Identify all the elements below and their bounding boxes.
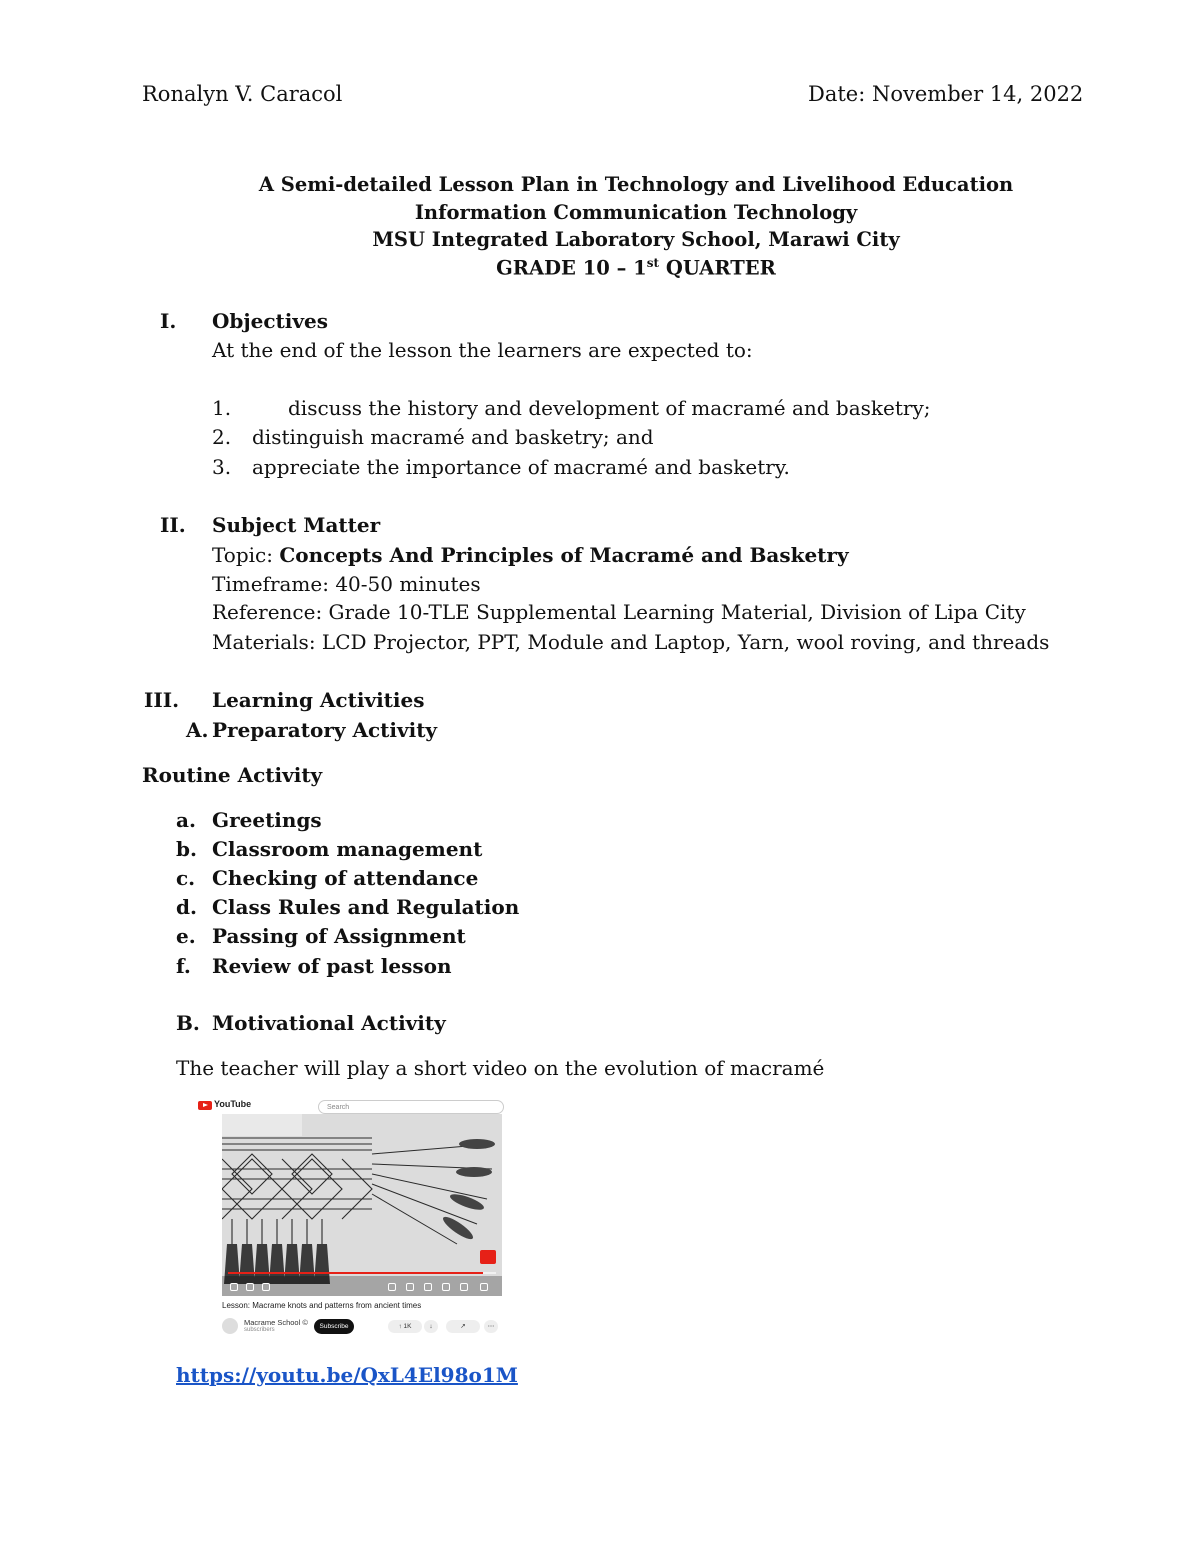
routine-item: Class Rules and Regulation (212, 895, 520, 919)
reference: Reference: Grade 10-TLE Supplemental Learning Material, Division of Lipa City (212, 600, 1026, 624)
prep-letter: A. (186, 718, 209, 742)
video-title: Lesson: Macrame knots and patterns from ancient times (222, 1301, 422, 1310)
objective-number: 3. (212, 455, 232, 479)
motivation-heading: Motivational Activity (212, 1011, 446, 1035)
motivation-letter: B. (176, 1011, 200, 1035)
routine-item: Classroom management (212, 837, 483, 861)
title-line-3: MSU Integrated Laboratory School, Marawi City (372, 228, 900, 251)
section-numeral-objectives: I. (160, 309, 177, 333)
theater-icon[interactable] (460, 1283, 468, 1291)
title-line-2: Information Communication Technology (414, 201, 858, 224)
next-icon[interactable] (246, 1283, 254, 1291)
video-thumbnail[interactable] (176, 1094, 512, 1344)
thumbs-up-icon: ↑ (398, 1323, 402, 1330)
title-line-4 (0, 256, 1200, 280)
youtube-search-input[interactable]: Search (318, 1100, 504, 1114)
routine-item: Passing of Assignment (212, 924, 466, 948)
like-button[interactable] (388, 1320, 422, 1333)
dislike-icon[interactable]: ↓ (424, 1320, 438, 1333)
timeframe: Timeframe: 40-50 minutes (212, 572, 481, 596)
autoplay-icon[interactable] (388, 1283, 396, 1291)
settings-icon[interactable] (424, 1283, 432, 1291)
objective-number: 1. (212, 396, 232, 420)
objectives-intro: At the end of the lesson the learners are expected to: (212, 338, 753, 362)
topic-label: Topic: (212, 543, 280, 567)
topic-value: Concepts And Principles of Macramé and Basketry (279, 543, 849, 567)
routine-item: Review of past lesson (212, 954, 452, 978)
objective-item: appreciate the importance of macramé and basketry. (252, 455, 790, 479)
video-player[interactable] (222, 1114, 502, 1296)
author-name: Ronalyn V. Caracol (142, 82, 343, 106)
materials: Materials: LCD Projector, PPT, Module and Laptop, Yarn, wool roving, and threads (212, 630, 1050, 654)
objective-item: discuss the history and development of macramé and basketry; (288, 396, 931, 420)
document-date: Date: November 14, 2022 (808, 82, 1084, 106)
quarter-text: QUARTER (659, 256, 776, 280)
video-progress-bar[interactable] (228, 1272, 496, 1274)
routine-item: Checking of attendance (212, 866, 479, 890)
play-icon[interactable] (230, 1283, 238, 1291)
routine-letter: e. (176, 924, 196, 948)
video-progress-fill (228, 1272, 483, 1274)
routine-letter: d. (176, 895, 197, 919)
video-controls (222, 1276, 502, 1296)
ordinal-suffix: st (646, 256, 660, 270)
channel-subscribers: subscribers (244, 1327, 275, 1333)
objective-number: 2. (212, 425, 232, 449)
section-numeral-activities: III. (144, 688, 180, 712)
fullscreen-icon[interactable] (480, 1283, 488, 1291)
routine-letter: f. (176, 954, 191, 978)
macrame-illustration (222, 1114, 502, 1296)
prep-heading: Preparatory Activity (212, 718, 438, 742)
share-icon[interactable]: ↗ (446, 1320, 480, 1333)
routine-letter: c. (176, 866, 196, 890)
topic-line (212, 543, 849, 567)
motivation-text: The teacher will play a short video on the evolution of macramé (176, 1056, 825, 1080)
video-link[interactable]: https://youtu.be/QxL4El98o1M (176, 1363, 518, 1387)
channel-name[interactable]: Macrame School © (244, 1318, 308, 1327)
grade-text: GRADE 10 – 1 (496, 256, 647, 280)
like-count: 1K (403, 1323, 412, 1330)
section-heading-objectives: Objectives (212, 309, 328, 333)
routine-item: Greetings (212, 808, 322, 832)
youtube-logo-icon (198, 1101, 212, 1110)
subscribe-button[interactable]: Subscribe (314, 1319, 354, 1334)
volume-icon[interactable] (262, 1283, 270, 1291)
objective-item: distinguish macramé and basketry; and (252, 425, 654, 449)
title-line-1: A Semi-detailed Lesson Plan in Technology and Livelihood Education (258, 173, 1014, 196)
routine-letter: b. (176, 837, 197, 861)
channel-avatar[interactable] (222, 1318, 238, 1334)
section-heading-activities: Learning Activities (212, 688, 425, 712)
more-icon[interactable]: ⋯ (484, 1320, 498, 1333)
youtube-logo-text: YouTube (214, 1099, 252, 1109)
miniplayer-icon[interactable] (442, 1283, 450, 1291)
video-link-line (176, 1363, 518, 1387)
section-numeral-subject: II. (160, 513, 186, 537)
routine-heading: Routine Activity (142, 763, 323, 787)
section-heading-subject: Subject Matter (212, 513, 381, 537)
routine-letter: a. (176, 808, 196, 832)
captions-icon[interactable] (406, 1283, 414, 1291)
